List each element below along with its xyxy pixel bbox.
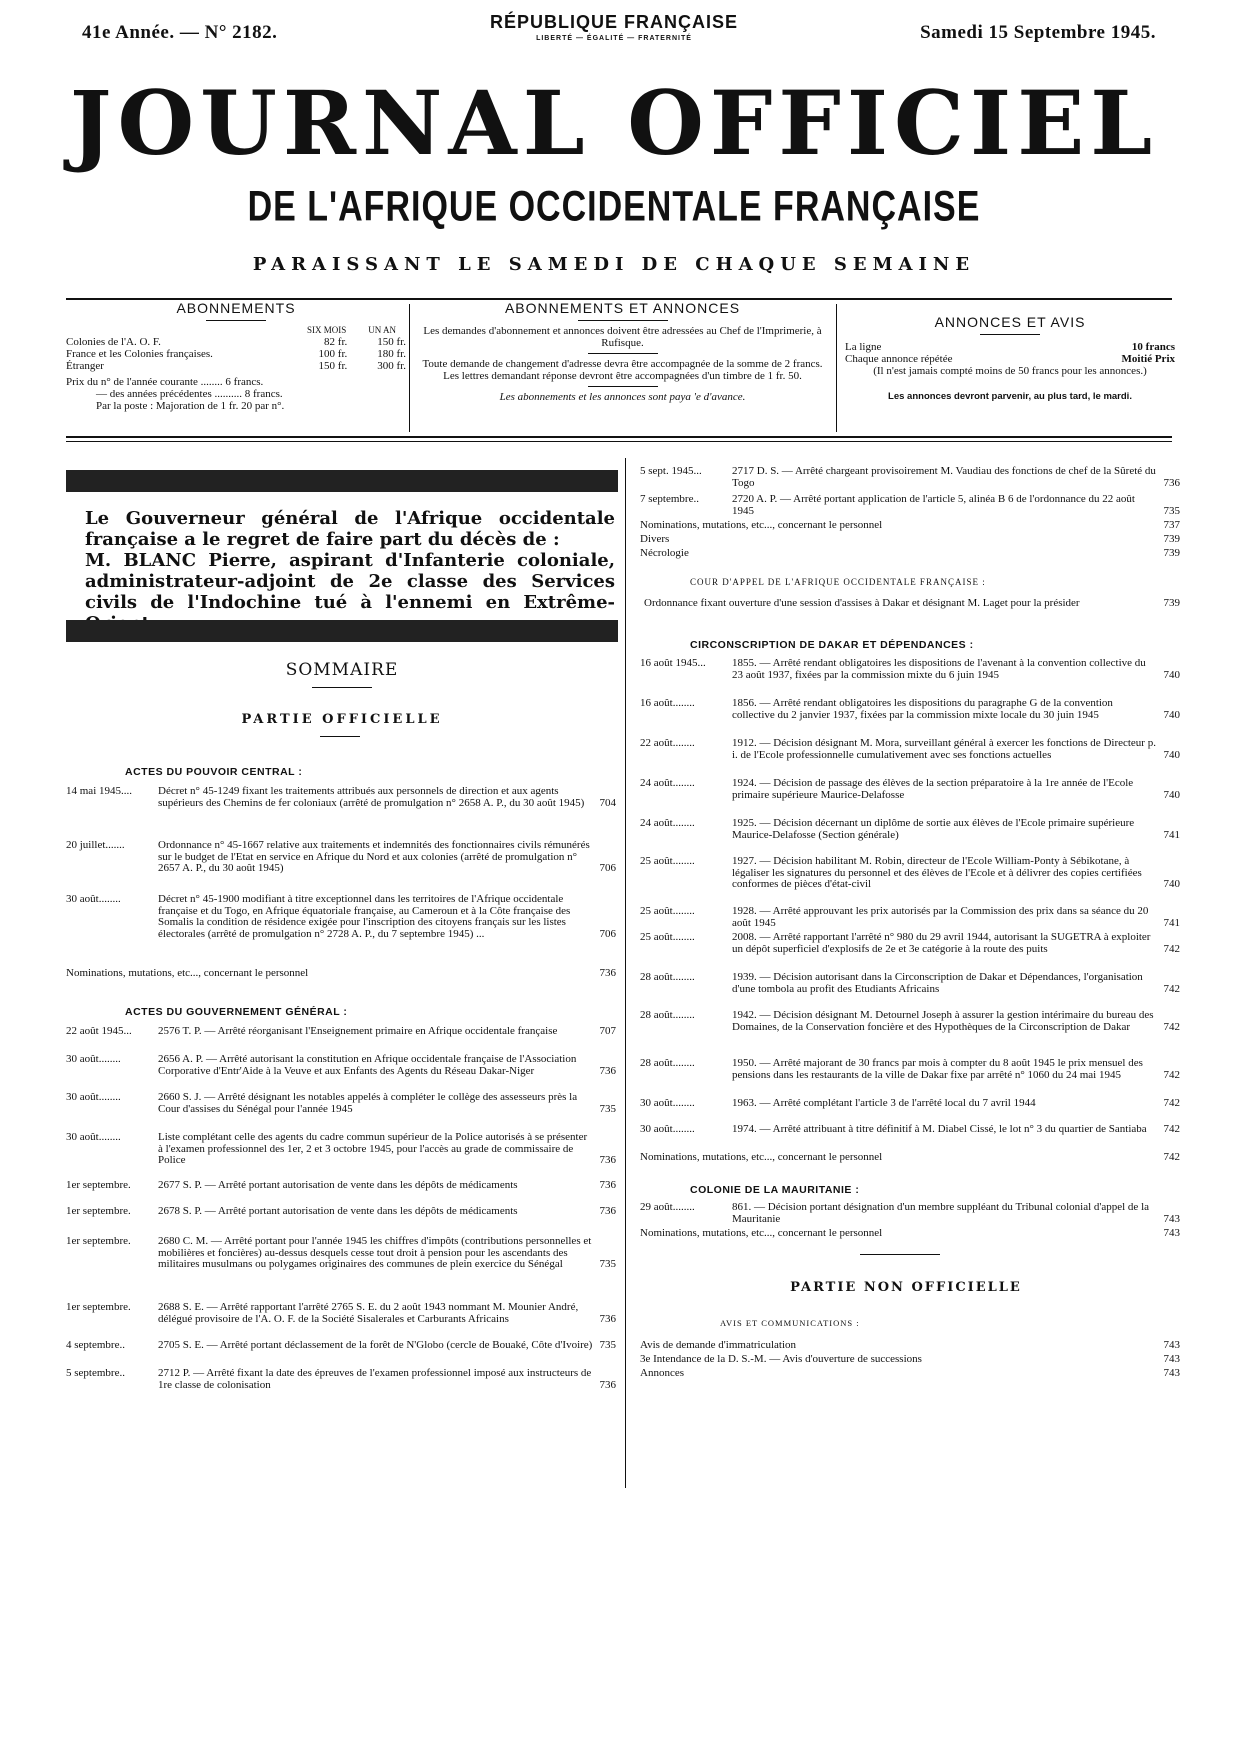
subscription-row (66, 348, 406, 360)
entry-text (882, 1152, 1157, 1164)
entry-page: 741 (1163, 828, 1180, 841)
entry-date: Nominations, mutations, etc..., concernant le personnel (640, 1151, 883, 1163)
entry-page: 706 (599, 927, 616, 940)
entry-text: 1856. — Arrêté rendant obligatoires les dispositions du paragraphe G de la convention collective du 2 janvier 1937, fixées par la commission mixte locale du 30 juin 1945 (732, 697, 1113, 721)
toc-entry (640, 972, 1180, 995)
row-label: France et les Colonies françaises. (66, 348, 213, 360)
line-price: 10 francs (1131, 341, 1175, 353)
toc-entry (66, 1206, 616, 1218)
entry-date: 30 août........ (640, 1097, 695, 1109)
entry-date: 30 août........ (66, 893, 121, 905)
entry-text: 2576 T. P. — Arrêté réorganisant l'Enseignement primaire en Afrique occidentale française (158, 1025, 558, 1037)
issue-number: 41e Année. — N° 2182. (82, 22, 278, 43)
repeat-label: Chaque annonce répétée (845, 353, 953, 365)
entry-text (796, 1340, 1157, 1352)
entry-page: 737 (1163, 519, 1180, 531)
entry-date: 20 juillet....... (66, 839, 125, 851)
toc-entry (66, 786, 616, 809)
notice-line-price (845, 341, 1175, 353)
separator (588, 353, 658, 354)
title-underline (980, 334, 1040, 335)
entry-text: 2677 S. P. — Arrêté portant autorisation de vente dans les dépôts de médicaments (158, 1179, 518, 1191)
toc-entry (640, 1340, 1180, 1352)
entry-page: 740 (1163, 668, 1180, 681)
toc-entry (66, 968, 616, 980)
row-label: Colonies de l'A. O. F. (66, 336, 161, 348)
entry-page: 739 (1163, 597, 1180, 609)
death-notice (85, 508, 615, 634)
entry-text (669, 534, 1157, 546)
line-label: La ligne (845, 341, 882, 353)
entry-text: 2720 A. P. — Arrêté portant application de l'article 5, alinéa B 6 de l'ordonnance du 22 août 1945 (732, 493, 1135, 517)
entry-page: 742 (1163, 942, 1180, 955)
toc-entry (640, 856, 1180, 891)
entry-page: 742 (1163, 1123, 1180, 1135)
entry-text: 1925. — Décision décernant un diplôme de sortie aux élèves de l'Ecole primaire supérieure Maurice-Delafosse (Section générale) (732, 817, 1135, 841)
entry-page: 743 (1163, 1339, 1180, 1351)
entry-date: Nécrologie (640, 547, 689, 559)
entry-date: 22 août 1945... (66, 1025, 132, 1037)
entry-text: 1927. — Décision habilitant M. Robin, directeur de l'Ecole William-Ponty à Sébikotane, à légaliser les signatures du personnel et des élèves de l'Ecole et à délivrer des copies certifiées conformes de pièces d'état-civil (732, 855, 1142, 890)
entry-page: 741 (1163, 916, 1180, 929)
entry-page: 704 (599, 796, 616, 809)
entry-date: 28 août........ (640, 1057, 695, 1069)
ads-paragraph-1: Les demandes d'abonnement et annonces doivent être adressées au Chef de l'Imprimerie, à Rufisque. (423, 325, 822, 349)
entry-text: Liste complétant celle des agents du cadre commun supérieur de la Police autorisés à se présenter à l'examen professionnel des 1er, 2 et 3 octobre 1945, pour l'accès au grade de commissaire de Police (158, 1131, 588, 1166)
entry-page: 742 (1163, 1068, 1180, 1081)
devise: LIBERTÉ — ÉGALITÉ — FRATERNITÉ (536, 35, 692, 42)
boxes-bottom-rule (66, 441, 1172, 442)
col-one-year: UN AN (368, 325, 396, 335)
masthead-title: JOURNAL OFFICIEL (69, 71, 1159, 175)
entry-date: 1er septembre. (66, 1205, 131, 1217)
mourning-band-top (66, 470, 618, 492)
entry-page: 707 (599, 1025, 616, 1037)
toc-entry (640, 494, 1180, 517)
entry-date: 1er septembre. (66, 1179, 131, 1191)
section-notices: AVIS ET COMMUNICATIONS : (720, 1318, 860, 1328)
separator (588, 386, 658, 387)
entry-page: 740 (1163, 708, 1180, 721)
entry-date: 4 septembre.. (66, 1339, 125, 1351)
entry-page: 736 (1163, 476, 1180, 489)
toc-entry (640, 658, 1180, 681)
toc-entry (640, 932, 1180, 955)
subscriptions-title: ABONNEMENTS (176, 300, 296, 316)
row-prices (319, 360, 406, 372)
entry-text: 2717 D. S. — Arrêté chargeant provisoirement M. Vaudiau des fonctions de chef de la Sûreté du Togo (732, 465, 1156, 489)
subscriptions-box (66, 300, 406, 412)
entry-page: 736 (599, 1154, 616, 1166)
repeat-price: Moitié Prix (1121, 353, 1175, 365)
toc-entry (640, 466, 1180, 489)
entry-page: 743 (1163, 1227, 1180, 1239)
toc-entry (640, 1058, 1180, 1081)
toc-entry (640, 1152, 1180, 1164)
subscription-col-heads (66, 324, 406, 336)
entry-date: 30 août........ (66, 1131, 121, 1143)
entry-page: 736 (599, 1205, 616, 1217)
entry-date: 16 août 1945... (640, 657, 706, 669)
section-dakar: CIRCONSCRIPTION DE DAKAR ET DÉPENDANCES : (690, 639, 974, 651)
entry-text (308, 968, 593, 980)
entry-text (882, 1228, 1157, 1240)
entry-page: 739 (1163, 547, 1180, 559)
entry-text: 1963. — Arrêté complétant l'article 3 de l'arrêté local du 7 avril 1944 (732, 1097, 1036, 1109)
title-underline (320, 736, 360, 737)
toc-entry (640, 1098, 1180, 1110)
entry-date: 1er septembre. (66, 1235, 131, 1247)
separator (860, 1254, 940, 1255)
entry-date: 1er septembre. (66, 1301, 131, 1313)
ads-subscriptions-title: ABONNEMENTS ET ANNONCES (504, 300, 741, 316)
entry-text: 1912. — Décision désignant M. Mora, surveillant général à exercer les fonctions de Directeur p. i. de l'Ecole professionnelle cumulativement avec ses fonctions actuelles (732, 737, 1156, 761)
entry-date: Nominations, mutations, etc..., concernant le personnel (640, 519, 883, 531)
part-nonofficial-title: PARTIE NON OFFICIELLE (790, 1280, 1022, 1295)
toc-entry (66, 1340, 616, 1352)
column-divider (625, 458, 626, 1488)
entry-page: 743 (1163, 1353, 1180, 1365)
entry-date: Avis de demande d'immatriculation (640, 1339, 797, 1351)
entry-page: 735 (599, 1258, 616, 1270)
price-six: 150 fr. (318, 360, 348, 372)
entry-text: 2678 S. P. — Arrêté portant autorisation de vente dans les dépôts de médicaments (158, 1205, 518, 1217)
entry-page: 736 (599, 967, 616, 979)
price-year: 300 fr. (377, 360, 406, 372)
entry-date: 7 septembre.. (640, 493, 699, 505)
price-year: 180 fr. (377, 348, 406, 360)
toc-entry (66, 1092, 616, 1115)
toc-entry (640, 818, 1180, 841)
entry-text: 2688 S. E. — Arrêté rapportant l'arrêté 2765 S. E. du 2 août 1943 nommant M. Mounier André, délégué provisoire de l'A. O. F. de la Société Sisalerales et Carburants Africains (158, 1301, 579, 1325)
toc-entry (640, 738, 1180, 761)
toc-entry (640, 1368, 1180, 1380)
entry-date: Nominations, mutations, etc..., concernant le personnel (66, 967, 309, 979)
entry-date: 5 sept. 1945... (640, 465, 702, 477)
entry-page: 743 (1163, 1212, 1180, 1225)
price-year: 150 fr. (377, 336, 406, 348)
entry-date: 24 août........ (640, 817, 695, 829)
entry-text (689, 548, 1158, 560)
entry-date: 30 août........ (640, 1123, 695, 1135)
entry-page: 735 (1163, 504, 1180, 517)
top-line (60, 12, 1168, 52)
title-underline (312, 687, 372, 688)
entry-text (882, 520, 1157, 532)
entry-text: 1928. — Arrêté approuvant les prix autorisés par la Commission des prix dans sa séance du 20 août 1945 (732, 905, 1149, 929)
toc-entry (640, 1010, 1180, 1033)
notices-box (845, 314, 1175, 403)
entry-text: 861. — Décision portant désignation d'un membre suppléant du Tribunal colonial d'appel de la Mauritanie (732, 1201, 1150, 1225)
entry-text: Ordonnance fixant ouverture d'une session d'assises à Dakar et désignant M. Laget pour la présider (644, 597, 1080, 609)
toc-entry (66, 1180, 616, 1192)
entry-page: 735 (599, 1102, 616, 1115)
entry-text: 2705 S. E. — Arrêté portant déclassement de la forêt de N'Globo (cercle de Bouaké, Côte d'Ivoire) (158, 1339, 593, 1351)
subscription-row (66, 336, 406, 348)
notice-deadline: Les annonces devront parvenir, au plus tard, le mardi. (888, 391, 1132, 402)
issue-date: Samedi 15 Septembre 1945. (920, 22, 1156, 43)
entry-page: 735 (599, 1339, 616, 1351)
entry-date: 28 août........ (640, 971, 695, 983)
entry-page: 736 (599, 1378, 616, 1391)
entry-page: 706 (599, 862, 616, 874)
row-label: Étranger (66, 360, 104, 372)
entry-page: 742 (1163, 1151, 1180, 1163)
entry-page: 743 (1163, 1367, 1180, 1379)
entry-text: 1950. — Arrêté majorant de 30 francs par mois à compter du 8 août 1945 le prix mensuel des pensions dans les restaurants de la ville de Dakar fixe par arrêté n° 1060 du 24 mai 1945 (732, 1057, 1143, 1081)
entry-date: 30 août........ (66, 1053, 121, 1065)
section-general-government: ACTES DU GOUVERNEMENT GÉNÉRAL : (125, 1006, 348, 1018)
entry-text: Décret n° 45-1900 modifiant à titre exceptionnel dans les territoires de l'Afrique occidentale française et du Togo, en Afrique équatoriale française, au Cameroun et à la Côte française des Somalis la condition de résidence exigée pour l'inscription des citoyens français sur les listes électorales (arrêté de promulgation n° 2728 A. P., du 7 septembre 1945) ... (158, 893, 571, 940)
toc-entry (640, 548, 1180, 560)
entry-date: 25 août........ (640, 931, 695, 943)
entry-page: 742 (1163, 1020, 1180, 1033)
price-six: 82 fr. (324, 336, 348, 348)
toc-entry (640, 1124, 1180, 1136)
entry-text: 1974. — Arrêté attribuant à titre définitif à M. Diabel Cissé, le lot n° 3 du quartier de Santiaba (732, 1123, 1147, 1135)
ads-paragraph-3: Les abonnements et les annonces sont paya 'e d'avance. (499, 391, 746, 403)
row-prices (319, 348, 406, 360)
toc-entry (66, 840, 616, 875)
death-notice-name: M. BLANC Pierre, aspirant d'Infanterie coloniale, administrateur-adjoint de 2e classe des Services civils de l'Indochine tué à l'ennemi en Extrême- (85, 550, 615, 613)
entry-date: Nominations, mutations, etc..., concernant le personnel (640, 1227, 883, 1239)
entry-date: 24 août........ (640, 777, 695, 789)
part-official-title: PARTIE OFFICIELLE (241, 712, 443, 727)
toc-entry (640, 906, 1180, 929)
section-court: COUR D'APPEL DE L'AFRIQUE OCCIDENTALE FRANÇAISE : (690, 577, 986, 587)
entry-date: 29 août........ (640, 1201, 695, 1213)
entry-text: Ordonnance n° 45-1667 relative aux traitements et indemnités des fonctionnaires civils rémunérés sur le budget de l'Etat en service en Afrique du Nord et aux colonies (arrêté de promulgation n° 2657 A. P., du 30 août 1945) (158, 839, 590, 874)
notices-title: ANNONCES ET AVIS (934, 314, 1086, 330)
ads-paragraph-2: Toute demande de changement d'adresse devra être accompagnée de la somme de 2 francs. Les lettres demandant réponse devront être accompagnées d'un timbre de 1 fr. 50. (422, 358, 823, 382)
entry-date: 16 août........ (640, 697, 695, 709)
boxes-bottom-rule (66, 436, 1172, 438)
entry-page: 736 (599, 1179, 616, 1191)
entry-date: 3e Intendance de la D. S.-M. — Avis d'ouverture de successions (640, 1353, 922, 1365)
masthead-frequency: PARAISSANT LE SAMEDI DE CHAQUE SEMAINE (252, 254, 976, 275)
toc-entry (66, 894, 616, 940)
ads-subscriptions-box (415, 300, 830, 403)
notice-repeat-price (845, 353, 1175, 365)
subscription-row (66, 360, 406, 372)
toc-entry (66, 1236, 616, 1271)
price-six: 100 fr. (318, 348, 348, 360)
section-mauritania: COLONIE DE LA MAURITANIE : (690, 1184, 860, 1196)
title-underline (206, 320, 266, 321)
entry-text (922, 1354, 1158, 1366)
republic-title: RÉPUBLIQUE FRANÇAISE (489, 12, 738, 32)
entry-page: 742 (1163, 982, 1180, 995)
toc-entry (66, 1302, 616, 1325)
entry-date: Divers (640, 533, 670, 545)
entry-text: 2712 P. — Arrêté fixant la date des épreuves de l'examen professionnel imposé aux instructeurs de 1re classe de colonisation (158, 1367, 592, 1391)
entry-page: 739 (1163, 533, 1180, 545)
entry-page: 740 (1163, 748, 1180, 761)
entry-date: 22 août........ (640, 737, 695, 749)
toc-entry (640, 520, 1180, 532)
section-central-power: ACTES DU POUVOIR CENTRAL : (125, 766, 303, 778)
toc-entry (640, 534, 1180, 546)
toc-entry (66, 1026, 616, 1038)
price-current: Prix du n° de l'année courante ........ 6 francs. (66, 376, 264, 388)
entry-date: 28 août........ (640, 1009, 695, 1021)
postage-note: Par la poste : Majoration de 1 fr. 20 par n°. (96, 400, 285, 412)
toc-entry (640, 1202, 1180, 1225)
toc-entry (640, 1354, 1180, 1366)
toc-entry (640, 778, 1180, 801)
col-six-months: SIX MOIS (306, 325, 347, 335)
entry-date: 25 août........ (640, 855, 695, 867)
toc-entry (66, 1054, 616, 1077)
entry-page: 736 (599, 1312, 616, 1325)
entry-text: 1924. — Décision de passage des élèves de la section préparatoire à la 1re année de l'Ecole primaire supérieure Maurice-Delafosse (732, 777, 1134, 801)
toc-entry (640, 598, 1180, 610)
entry-text: 2656 A. P. — Arrêté autorisant la constitution en Afrique occidentale française de l'Association Corporative d'Entr'Aide à la Veuve et aux Enfants des Agents du Réseau Dakar-Niger (158, 1053, 577, 1077)
toc-entry (640, 698, 1180, 721)
entry-text (684, 1368, 1158, 1380)
entry-text: 1855. — Arrêté rendant obligatoires les dispositions de l'avenant à la convention collective du 23 août 1937, fixées par la commission mixte du 6 juin 1945 (732, 657, 1146, 681)
entry-page: 742 (1163, 1097, 1180, 1109)
row-prices (324, 336, 406, 348)
entry-page: 740 (1163, 878, 1180, 890)
death-notice-intro: Le Gouverneur général de l'Afrique occidentale française a le regret de faire part du décès de : (85, 508, 615, 550)
entry-date: 14 mai 1945.... (66, 785, 132, 797)
entry-date: 30 août........ (66, 1091, 121, 1103)
entry-text: 1942. — Décision désignant M. Detournel Joseph à assurer la gestion intérimaire du bureau des Domaines, de la Conservation foncière et des Hypothèques de la Circonscription de Dakar (732, 1009, 1154, 1033)
price-previous: — des années précédentes .......... 8 francs. (96, 388, 283, 400)
entry-page: 736 (599, 1064, 616, 1077)
title-underline (578, 320, 668, 321)
entry-page: 740 (1163, 788, 1180, 801)
toc-entry (66, 1368, 616, 1391)
entry-text: 2008. — Arrêté rapportant l'arrêté n° 980 du 29 avril 1944, autorisant la SUGETRA à exploiter un dépôt superficiel d'explosifs de 2e et 3e catégorie à la route des puits (732, 931, 1151, 955)
entry-text: 2660 S. J. — Arrêté désignant les notables appelés à compléter le collège des assesseurs près la Cour d'assises du Sénégal pour l'année 1945 (158, 1091, 578, 1115)
masthead-subtitle: DE L'AFRIQUE OCCIDENTALE FRANÇAISE (247, 183, 981, 231)
sommaire-title: SOMMAIRE (285, 660, 399, 680)
toc-entry (66, 1132, 616, 1167)
mourning-band-bottom (66, 620, 618, 642)
box-divider (836, 304, 837, 432)
notice-minimum: (Il n'est jamais compté moins de 50 francs pour les annonces.) (873, 365, 1147, 377)
toc-entry (640, 1228, 1180, 1240)
box-divider (409, 304, 410, 432)
entry-text: Décret n° 45-1249 fixant les traitements attribués aux personnels de direction et aux agents supérieurs des Chemins de fer coloniaux (arrêté de promulgation n° 2658 A. P., du 30 août 1945) (158, 785, 585, 809)
entry-text: 2680 C. M. — Arrêté portant pour l'année 1945 les chiffres d'impôts (contributions personnelles et mobilières et foncières) au-dessus desquels cesse tout droit à pension pour les ascendants des militaires musulmans ou polygames originaires des communes de plein exercice du Sénégal (158, 1235, 592, 1270)
entry-date: 5 septembre.. (66, 1367, 125, 1379)
entry-date: 25 août........ (640, 905, 695, 917)
entry-text: 1939. — Décision autorisant dans la Circonscription de Dakar et Dépendances, l'organisation d'une tombola au profit des Etudiants Africains (732, 971, 1143, 995)
entry-date: Annonces (640, 1367, 684, 1379)
